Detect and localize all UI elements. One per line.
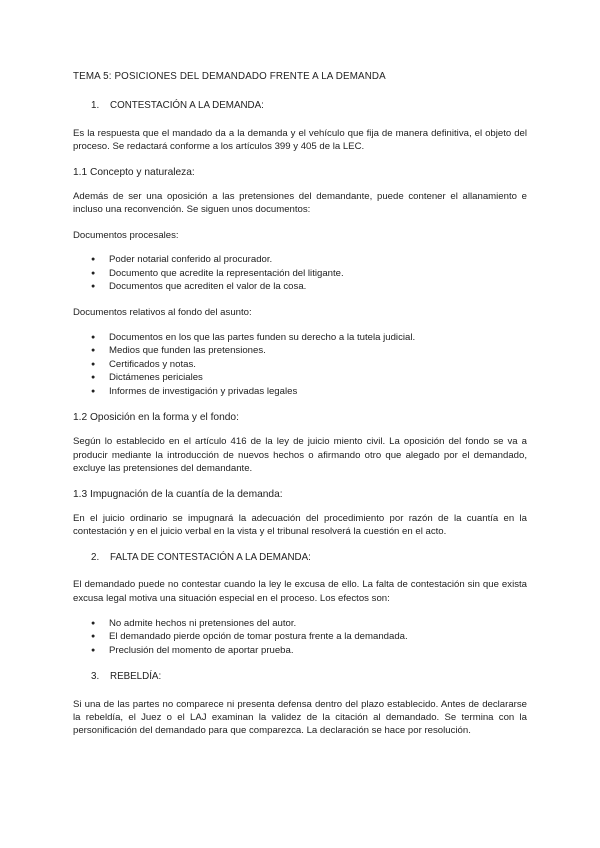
document-title: TEMA 5: POSICIONES DEL DEMANDADO FRENTE A LA DEMANDA bbox=[73, 71, 386, 82]
section-1-number: 1. bbox=[91, 100, 100, 112]
procesales-list bbox=[73, 253, 527, 293]
section-2-number: 2. bbox=[91, 551, 100, 563]
subsection-1-3-heading: 1.3 Impugnación de la cuantía de la demanda: bbox=[73, 488, 283, 500]
effects-list bbox=[73, 617, 527, 657]
section-1-title: CONTESTACIÓN A LA DEMANDA: bbox=[110, 100, 264, 112]
section-3-number: 3. bbox=[91, 671, 100, 683]
section-1-heading bbox=[73, 99, 527, 112]
section-2-text: El demandado puede no contestar cuando la ley le excusa de ello. La falta de contestación sin que exista excusa legal motiva una situación especial en el proceso. Los efectos son: bbox=[73, 579, 527, 604]
list-item: ● El demandado pierde opción de tomar postura frente a la demandada. bbox=[73, 630, 527, 643]
procesales-label: Documentos procesales: bbox=[73, 229, 179, 241]
list-item: ● Certificados y notas. bbox=[73, 358, 527, 371]
fondo-label: Documentos relativos al fondo del asunto: bbox=[73, 307, 252, 319]
list-item: ● Documento que acredite la representación del litigante. bbox=[73, 267, 527, 280]
list-item: ● No admite hechos ni pretensiones del autor. bbox=[73, 617, 527, 630]
fondo-list bbox=[73, 331, 527, 398]
section-2-title: FALTA DE CONTESTACIÓN A LA DEMANDA: bbox=[110, 551, 311, 563]
subsection-1-1-text: Además de ser una oposición a las pretensiones del demandante, puede contener el allanamiento e incluso una reconvención. Se siguen unos documentos: bbox=[73, 191, 527, 216]
section-3-text: Si una de las partes no comparece ni presenta defensa dentro del plazo establecido. Antes de declararse la rebeldía, el Juez o el LAJ examinan la validez de la citación al demandado. Se termina con la personificación del demandado para que comparezca. La declaración se hace por resolución. bbox=[73, 698, 527, 737]
list-item: ● Medios que funden las pretensiones. bbox=[73, 344, 527, 357]
section-2-heading bbox=[73, 551, 527, 564]
list-item: ● Documentos en los que las partes funden su derecho a la tutela judicial. bbox=[73, 331, 527, 344]
document-page bbox=[73, 70, 527, 750]
list-item: ● Poder notarial conferido al procurador. bbox=[73, 253, 527, 266]
subsection-1-2-heading: 1.2 Oposición en la forma y el fondo: bbox=[73, 411, 239, 423]
section-3-title: REBELDÍA: bbox=[110, 671, 162, 683]
list-item: ● Preclusión del momento de aportar prueba. bbox=[73, 644, 527, 657]
list-item: ● Dictámenes periciales bbox=[73, 371, 527, 384]
subsection-1-1-heading: 1.1 Concepto y naturaleza: bbox=[73, 166, 195, 178]
list-item: ● Documentos que acrediten el valor de la cosa. bbox=[73, 280, 527, 293]
section-1-intro: Es la respuesta que el mandado da a la demanda y el vehículo que fija de manera definitiva, el objeto del proceso. Se redactará conforme a los artículos 399 y 405 de la LEC. bbox=[73, 127, 527, 153]
section-3-heading bbox=[73, 670, 527, 683]
subsection-1-3-text: En el juicio ordinario se impugnará la adecuación del procedimiento por razón de la cuantía en la contestación y en el juicio verbal en la vista y el tribunal resolverá la cuestión en el acto. bbox=[73, 512, 527, 538]
list-item: ● Informes de investigación y privadas legales bbox=[73, 385, 527, 398]
subsection-1-2-text: Según lo establecido en el artículo 416 de la ley de juicio miento civil. La oposición del fondo se va a producir mediante la introducción de nuevos hechos o afirmando otro que alegado por el demandado, excluye las pretensiones del demandante. bbox=[73, 436, 527, 475]
